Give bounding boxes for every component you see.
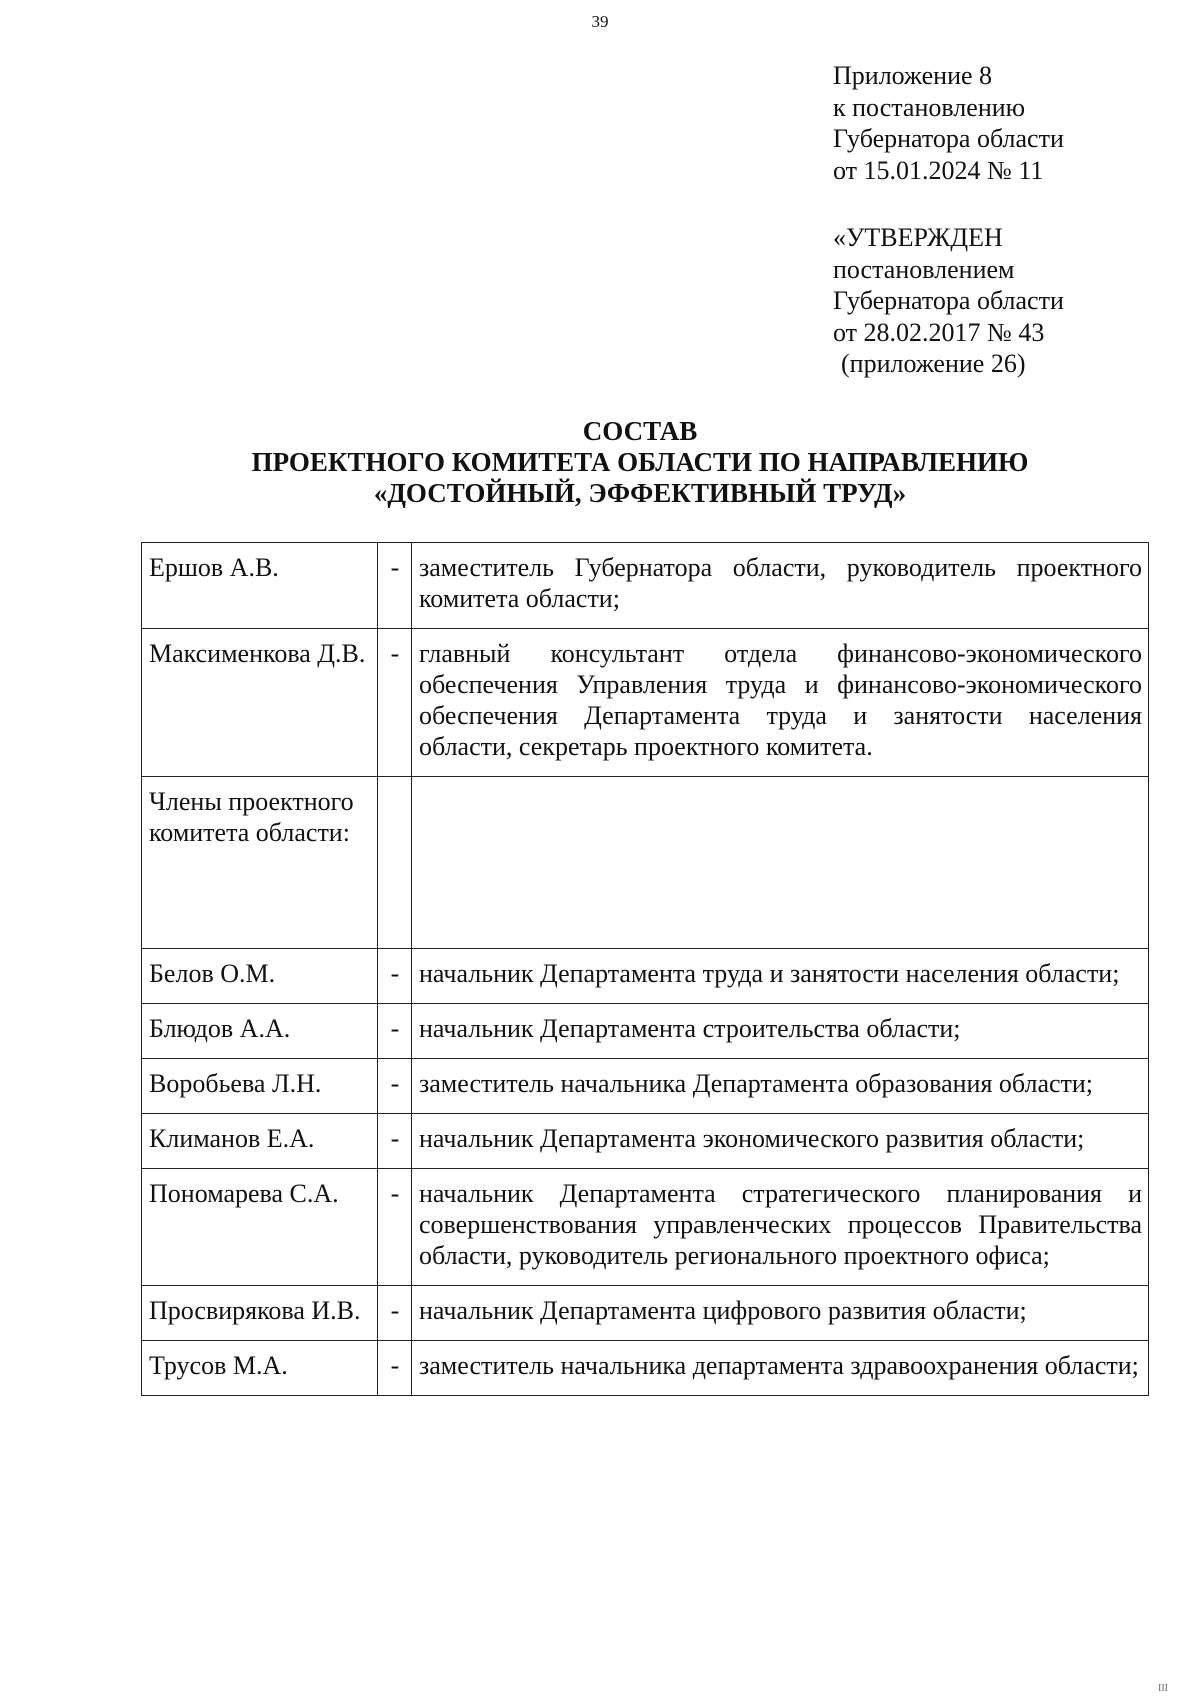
dash-separator xyxy=(378,777,412,949)
member-name: Климанов Е.А. xyxy=(142,1114,378,1169)
member-position: начальник Департамента стратегического планирования и совершенствования управленческих процессов Правительства области, руководитель регионального проектного офиса; xyxy=(412,1169,1149,1286)
appendix-line: Губернатора области xyxy=(833,124,1064,153)
appendix-reference xyxy=(833,60,1064,186)
table-row xyxy=(142,1341,1149,1396)
member-position: главный консультант отдела финансово-экономического обеспечения Управления труда и финансово-экономического обеспечения Департамента труда и занятости населения области, секретарь проектного комитета. xyxy=(412,629,1149,777)
scan-margin-mark: III xyxy=(1158,1683,1168,1694)
approval-line: (приложение 26) xyxy=(841,349,1026,378)
members-section-heading: Члены проектного комитета области: xyxy=(142,777,378,949)
approval-line: постановлением xyxy=(833,254,1015,284)
member-position: заместитель начальника департамента здравоохранения области; xyxy=(412,1341,1149,1396)
member-name: Трусов М.А. xyxy=(142,1341,378,1396)
dash-separator: - xyxy=(378,1341,412,1396)
member-name: Воробьева Л.Н. xyxy=(142,1059,378,1114)
member-position: начальник Департамента строительства области; xyxy=(412,1004,1149,1059)
approval-line: «УТВЕРЖДЕН xyxy=(833,223,1003,252)
member-position: заместитель начальника Департамента образования области; xyxy=(412,1059,1149,1114)
dash-separator: - xyxy=(378,949,412,1004)
appendix-line: Приложение 8 xyxy=(833,61,993,90)
member-name: Максименкова Д.В. xyxy=(142,629,378,777)
member-position: начальник Департамента труда и занятости населения области; xyxy=(412,949,1149,1004)
table-row xyxy=(142,777,1149,949)
member-name: Блюдов А.А. xyxy=(142,1004,378,1059)
document-title xyxy=(0,416,1200,509)
member-name: Белов О.М. xyxy=(142,949,378,1004)
table-row xyxy=(142,1286,1149,1341)
appendix-line: от 15.01.2024 № 11 xyxy=(833,155,1044,185)
committee-members-table xyxy=(141,542,1149,1396)
table-row xyxy=(142,1004,1149,1059)
approval-line: Губернатора области xyxy=(833,286,1064,315)
table-row xyxy=(142,949,1149,1004)
table-row xyxy=(142,629,1149,777)
page-number: 39 xyxy=(591,12,609,31)
dash-separator: - xyxy=(378,1114,412,1169)
dash-separator: - xyxy=(378,1059,412,1114)
table-row xyxy=(142,1114,1149,1169)
member-position: начальник Департамента экономического развития области; xyxy=(412,1114,1149,1169)
title-line: «ДОСТОЙНЫЙ, ЭФФЕКТИВНЫЙ ТРУД» xyxy=(373,478,907,508)
table-row xyxy=(142,1169,1149,1286)
dash-separator: - xyxy=(378,1004,412,1059)
member-name: Просвирякова И.В. xyxy=(142,1286,378,1341)
appendix-line: к постановлению xyxy=(833,92,1026,122)
dash-separator: - xyxy=(378,629,412,777)
dash-separator: - xyxy=(378,543,412,629)
table-row xyxy=(142,1059,1149,1114)
approval-line: от 28.02.2017 № 43 xyxy=(833,317,1045,347)
member-name: Пономарева С.А. xyxy=(142,1169,378,1286)
member-position: заместитель Губернатора области, руководитель проектного комитета области; xyxy=(412,543,1149,629)
dash-separator: - xyxy=(378,1286,412,1341)
approval-stamp xyxy=(833,222,1064,380)
member-position: начальник Департамента цифрового развития области; xyxy=(412,1286,1149,1341)
member-name: Ершов А.В. xyxy=(142,543,378,629)
dash-separator: - xyxy=(378,1169,412,1286)
title-line: СОСТАВ xyxy=(582,416,698,446)
member-position xyxy=(412,777,1149,949)
table-row xyxy=(142,543,1149,629)
title-line: ПРОЕКТНОГО КОМИТЕТА ОБЛАСТИ ПО НАПРАВЛЕНИЮ xyxy=(251,447,1029,477)
